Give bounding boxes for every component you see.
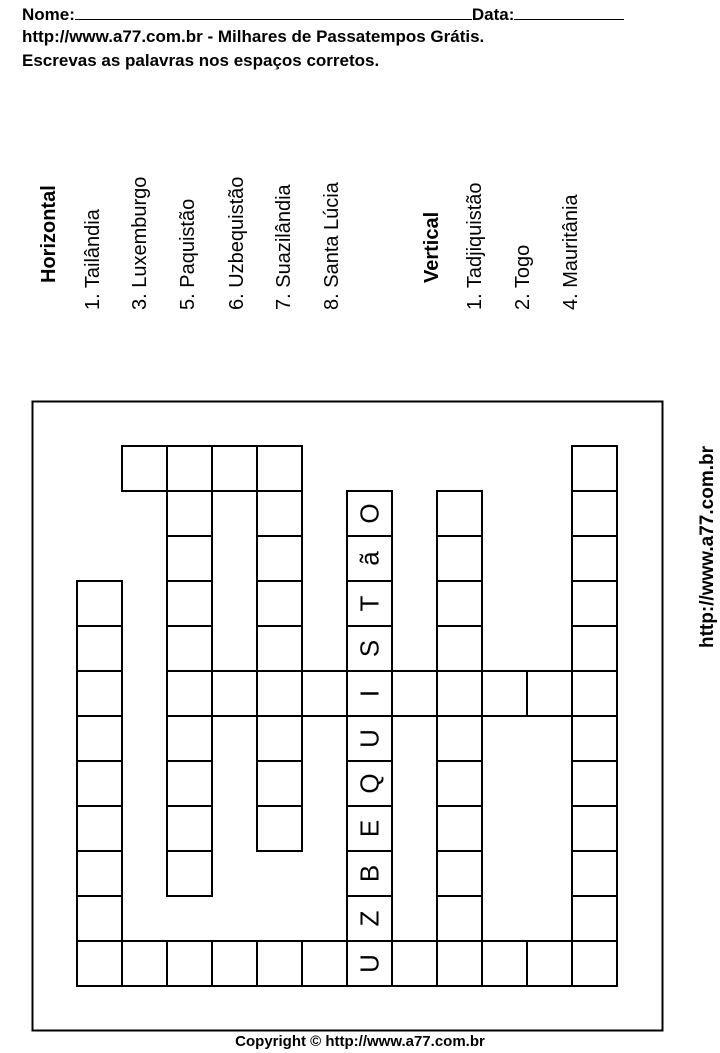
grid-cell[interactable] [167,581,212,626]
grid-cell[interactable] [257,491,302,536]
grid-cell[interactable] [77,671,122,716]
grid-cell[interactable] [167,536,212,581]
grid-cell[interactable] [572,491,617,536]
grid-cell[interactable] [77,941,122,986]
horizontal-clue: 8. Santa Lúcia [321,182,343,310]
grid-cell[interactable] [572,716,617,761]
grid-cell[interactable] [392,671,437,716]
grid-cell[interactable] [77,896,122,941]
grid-cell[interactable] [572,581,617,626]
grid-cell[interactable] [167,806,212,851]
name-label: Nome: [22,5,75,24]
grid-cell[interactable] [257,626,302,671]
grid-cell[interactable] [572,536,617,581]
grid-cell[interactable] [437,626,482,671]
instruction: Escrevas as palavras nos espaços corretos. [22,51,380,70]
grid-cell[interactable] [257,761,302,806]
grid-letter: ã [354,551,385,566]
grid-cell[interactable] [437,716,482,761]
grid-cell[interactable] [257,941,302,986]
grid-cell[interactable] [302,671,347,716]
grid-letter: B [354,864,385,883]
grid-cell[interactable] [167,716,212,761]
grid-cell[interactable] [572,761,617,806]
horizontal-title: Horizontal [38,185,60,283]
grid-cell[interactable] [572,806,617,851]
grid-cell[interactable] [77,716,122,761]
grid-cell[interactable] [572,941,617,986]
grid-cell[interactable] [122,446,167,491]
grid-cell[interactable] [77,626,122,671]
grid-letter: S [354,639,385,658]
grid-cell[interactable] [572,671,617,716]
grid-cell[interactable] [437,536,482,581]
grid-cell[interactable] [257,446,302,491]
vertical-clue: 2. Togo [512,244,534,310]
vertical-clue: 1. Tadjiquistão [464,182,486,310]
grid-cell[interactable] [482,941,527,986]
grid-cell[interactable] [167,626,212,671]
grid-cell[interactable] [212,671,257,716]
grid-cell[interactable] [437,806,482,851]
grid-cell[interactable] [437,671,482,716]
grid-cell[interactable] [527,941,572,986]
grid-cell[interactable] [167,491,212,536]
grid-cell[interactable] [437,941,482,986]
grid-cell[interactable] [77,581,122,626]
grid-letter: U [354,954,385,973]
grid-cell[interactable] [167,761,212,806]
vertical-title: Vertical [421,211,443,283]
side-url: http://www.a77.com.br [697,446,718,648]
grid-letter: Q [354,773,385,794]
grid-cell[interactable] [212,941,257,986]
grid-cell[interactable] [302,941,347,986]
vertical-clue: 4. Mauritânia [560,194,582,310]
horizontal-clue: 5. Paquistão [177,198,199,310]
grid-cell[interactable] [167,446,212,491]
grid-cell[interactable] [572,626,617,671]
grid-cell[interactable] [392,941,437,986]
grid-cell[interactable] [167,671,212,716]
grid-cell[interactable] [257,671,302,716]
horizontal-clue: 3. Luxemburgo [129,176,151,310]
grid-cell[interactable] [257,536,302,581]
grid-letter: T [354,595,385,612]
grid-cell[interactable] [572,446,617,491]
date-label: Data: [471,5,515,24]
copyright: Copyright © http://www.a77.com.br [235,1033,485,1050]
grid-cell[interactable] [482,671,527,716]
grid-letter: O [354,503,385,524]
grid-cell[interactable] [437,896,482,941]
grid-cell[interactable] [437,581,482,626]
grid-cell[interactable] [572,896,617,941]
grid-letter: E [354,819,385,838]
horizontal-clue: 1. Tailândia [82,209,104,310]
grid-cell[interactable] [122,941,167,986]
grid-cell[interactable] [572,851,617,896]
site-line: http://www.a77.com.br - Milhares de Passatempos Grátis. [22,27,485,46]
horizontal-clue: 6. Uzbequistão [226,176,248,310]
grid-letter: I [354,689,385,698]
grid-cell[interactable] [167,941,212,986]
grid-cell[interactable] [257,581,302,626]
grid-cell[interactable] [77,761,122,806]
grid-cell[interactable] [77,851,122,896]
grid-cell[interactable] [437,851,482,896]
grid-cell[interactable] [527,671,572,716]
grid-cell[interactable] [437,761,482,806]
grid-letter: U [354,729,385,748]
horizontal-clue: 7. Suazilândia [273,184,295,310]
grid-cell[interactable] [437,491,482,536]
grid-letter: Z [354,910,385,927]
grid-cell[interactable] [212,446,257,491]
grid-cell[interactable] [167,851,212,896]
grid-cell[interactable] [257,716,302,761]
grid-cell[interactable] [77,806,122,851]
grid-cell[interactable] [257,806,302,851]
